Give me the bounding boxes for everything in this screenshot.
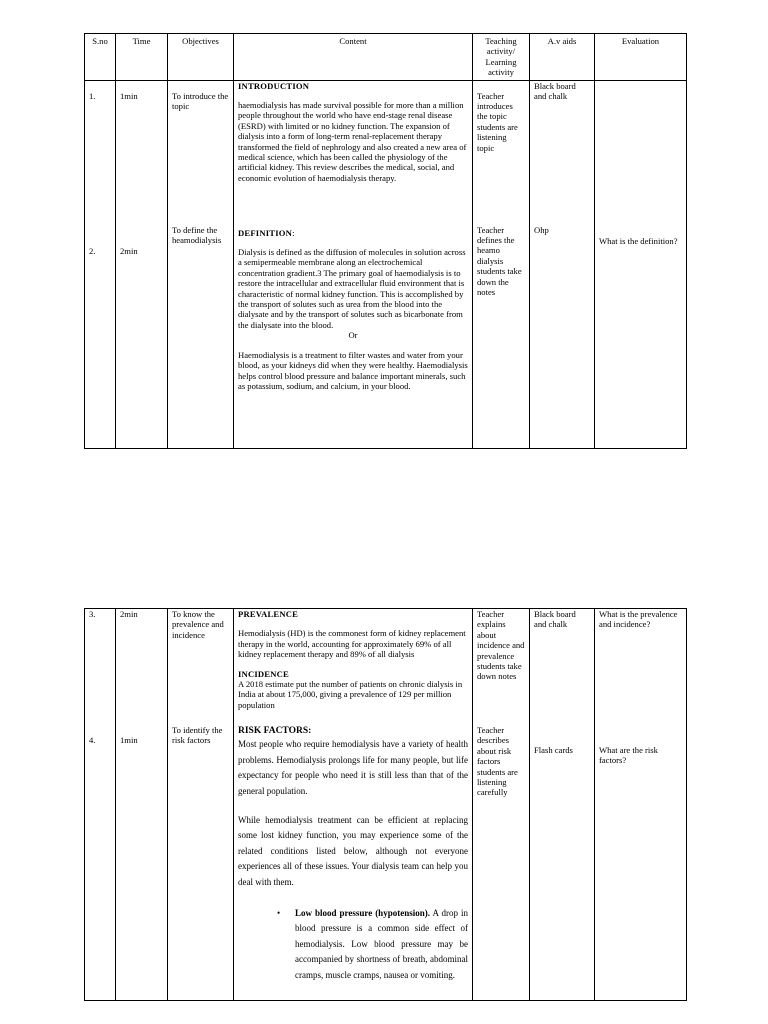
row4-sno: 4. xyxy=(89,735,96,745)
header-time: Time xyxy=(116,34,168,81)
row3-objective: To know the prevalence and incidence xyxy=(172,609,224,640)
definition-block xyxy=(238,228,468,392)
row2-aids: Ohp xyxy=(534,224,549,235)
incidence-text: A 2018 estimate put the number of patients on chronic dialysis in India at about 175,000, giving a prevalence of 129 per million population xyxy=(238,679,463,710)
time-cell xyxy=(116,80,168,448)
row3-sno: 3. xyxy=(89,609,96,619)
row2-activity: Teacher defines the heamo dialysis students take down the notes xyxy=(477,224,522,298)
time-cell xyxy=(116,609,168,1001)
row4-evaluation: What are the risk factors? xyxy=(599,745,658,766)
row4-activity: Teacher describes about risk factors students are listening carefully xyxy=(477,725,518,798)
lesson-plan-table-1 xyxy=(84,33,687,449)
evaluation-cell xyxy=(595,80,687,448)
header-av-aids: A.v aids xyxy=(530,34,595,81)
table-row xyxy=(85,609,687,1001)
header-evaluation: Evaluation xyxy=(595,34,687,81)
header-activity: Teaching activity/ Learning activity xyxy=(473,34,530,81)
prevalence-text: Hemodialysis (HD) is the commonest form of kidney replacement therapy in the world, accounting for approximately 69% of all kidney replacement therapy and 89% of all dialysis xyxy=(238,628,466,660)
table-row xyxy=(85,80,687,448)
row3-aids: Black board and chalk xyxy=(534,609,576,630)
aids-cell xyxy=(530,80,595,448)
header-content: Content xyxy=(234,34,473,81)
incidence-heading: INCIDENCE xyxy=(238,668,289,679)
row4-aids: Flash cards xyxy=(534,745,573,755)
bullet-marker: • xyxy=(277,908,281,919)
sno-cell xyxy=(85,80,116,448)
risk-factors-block xyxy=(238,726,468,983)
header-objectives: Objectives xyxy=(168,34,234,81)
prevalence-heading: PREVALENCE xyxy=(238,609,299,619)
bullet-title: Low blood pressure (hypotension). xyxy=(295,908,430,919)
row2-time: 2min xyxy=(120,245,138,256)
row1-time: 1min xyxy=(120,90,138,101)
header-row xyxy=(85,34,687,81)
risk-factors-text-2: While hemodialysis treatment can be efficient at replacing some lost kidney function, you may experience some of the related conditions listed below, although not everyone experiences all of these issues. Your dialysis team can help you deal with them. xyxy=(238,815,468,887)
definition-text-2: Haemodialysis is a treatment to filter wastes and water from your blood, as your kidneys did when they were healthy. Haemodialysis helps control blood pressure and balance important minerals, such as potassium, sodium, and calcium, in your blood. xyxy=(238,349,468,391)
header-sno: S.no xyxy=(85,34,116,81)
definition-heading: DEFINITION xyxy=(238,227,293,238)
introduction-heading: INTRODUCTION xyxy=(238,80,310,91)
introduction-text: haemodialysis has made survival possible for more than a million people throughout the world who have end-stage renal disease (ESRD) with limited or no kidney function. The expansion of dialysis into a form of long-term renal-replacement therapy transformed the field of nephrology and also created a new area of medical science, which has been called the physiology of the artificial kidney. This review describes the medical, social, and economic evolution of haemodialysis therapy. xyxy=(238,100,467,183)
row1-activity: Teacher introduces the topic students are listening topic xyxy=(477,90,518,153)
introduction-block xyxy=(238,81,468,184)
content-cell xyxy=(234,609,473,1001)
sno-cell xyxy=(85,609,116,1001)
row4-objective: To identify the risk factors xyxy=(172,725,223,746)
row1-aids: Black board and chalk xyxy=(534,80,576,102)
activity-cell xyxy=(473,80,530,448)
row3-activity: Teacher explains about incidence and prevalence students take down notes xyxy=(477,609,525,682)
lesson-plan-table-2 xyxy=(84,608,687,1001)
row3-evaluation: What is the prevalence and incidence? xyxy=(599,609,678,630)
row2-evaluation: What is the definition? xyxy=(599,235,678,246)
aids-cell xyxy=(530,609,595,1001)
risk-factors-heading: RISK FACTORS: xyxy=(238,726,312,736)
row3-time: 2min xyxy=(120,609,138,619)
bullet-text: A drop in blood pressure is a common side effect of hemodialysis. Low blood pressure may be accompanied by shortness of breath, abdominal cramps, muscle cramps, nausea or vomiting. xyxy=(295,908,468,980)
prevalence-block xyxy=(238,609,468,710)
objectives-cell xyxy=(168,609,234,1001)
row1-objective: To introduce the topic xyxy=(172,90,229,112)
row2-objective: To define the heamodialysis xyxy=(172,224,222,246)
row2-sno: 2. xyxy=(89,245,96,256)
row4-time: 1min xyxy=(120,735,138,745)
definition-colon: : xyxy=(292,227,295,238)
objectives-cell xyxy=(168,80,234,448)
row1-sno: 1. xyxy=(89,90,96,101)
definition-or: Or xyxy=(348,330,358,341)
content-cell xyxy=(234,80,473,448)
definition-text-1: Dialysis is defined as the diffusion of molecules in solution across a semipermeable membrane along an electrochemical concentration gradient.3 The primary goal of haemodialysis is to restore the intracellular and extracellular fluid environment that is characteristic of normal kidney function. This is accomplished by the transport of solutes such as urea from the blood into the dialysate and by the transport of solutes such as bicarbonate from the dialysate into the blood. xyxy=(238,247,466,330)
evaluation-cell xyxy=(595,609,687,1001)
list-item xyxy=(238,906,468,983)
activity-cell xyxy=(473,609,530,1001)
risk-factors-text-1: Most people who require hemodialysis have a variety of health problems. Hemodialysis prolongs life for many people, but life expectancy for people who need it is still less than that of the general population. xyxy=(238,739,468,796)
